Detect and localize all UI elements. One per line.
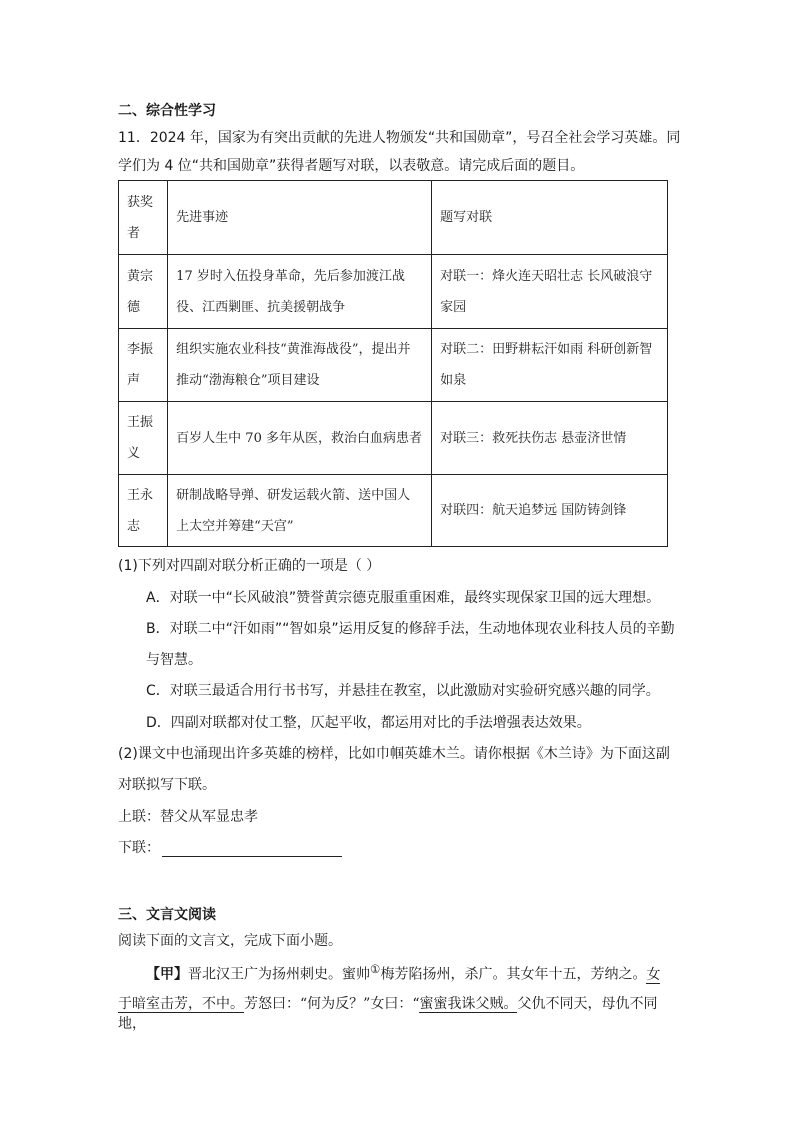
- q1-option-b-line2: 与智慧。: [146, 652, 202, 668]
- lower-couplet-answer-blank[interactable]: [162, 842, 342, 857]
- q1-option-b-line1: B．对联二中“汗如雨”“智如泉”运用反复的修辞手法，生动地体现农业科技人员的辛勤: [146, 621, 675, 637]
- classical-text-segment: 芳怒曰：“何为反？”女曰：“: [244, 996, 420, 1012]
- winner-couplet: 对联二：田野耕耘汗如雨 科研创新智如泉: [432, 329, 668, 402]
- header-winner: 获奖者: [119, 181, 168, 255]
- q2-upper-couplet: 上联：替父从军显忠孝: [118, 809, 258, 825]
- classical-text-segment: 父仇不同天，母仇不同地，: [118, 996, 658, 1032]
- couplet-table: [118, 180, 668, 546]
- jia-marker: 【甲】: [146, 966, 188, 983]
- table-row: [119, 255, 668, 329]
- winner-deeds: 组织实施农业科技“黄淮海战役”，提出并推动“渤海粮仓”项目建设: [168, 329, 432, 402]
- classical-text-line1: [118, 962, 684, 984]
- classical-text-segment: 梅芳陷扬州，杀广。其女年十五，芳纳之。: [380, 966, 647, 983]
- winner-name: 李振声: [119, 329, 168, 402]
- section-3-title: 三、文言文阅读: [118, 907, 216, 923]
- table-header-row: [119, 181, 668, 255]
- winner-deeds: 研制战略导弹、研发运载火箭、送中国人上太空并筹建“天宫”: [168, 475, 432, 547]
- winner-name: 黄宗德: [119, 255, 168, 329]
- q11-text-line1: 11．2024 年，国家为有突出贡献的先进人物颁发“共和国勋章”，号召全社会学习英雄。同: [118, 130, 681, 146]
- winner-deeds: 百岁人生中 70 多年从医，救治白血病患者: [168, 402, 432, 475]
- header-couplet: 题写对联: [432, 181, 668, 255]
- underlined-text: 蜜蜜我诛父贼。: [419, 996, 518, 1012]
- underlined-text: 女: [646, 966, 661, 983]
- lower-couplet-label: 下联：: [118, 840, 160, 856]
- winner-name: 王振义: [119, 402, 168, 475]
- underlined-text: 于暗室击芳，不中。: [118, 996, 244, 1012]
- table-row: [119, 329, 668, 402]
- q2-line2: 对联拟写下联。: [118, 777, 216, 793]
- header-deeds: 先进事迹: [168, 181, 432, 255]
- classical-text-segment: 晋北汉王广为扬州刺史。蜜帅: [188, 966, 370, 983]
- section-2-title: 二、综合性学习: [118, 103, 216, 119]
- winner-deeds: 17 岁时入伍投身革命，先后参加渡江战役、江西剿匪、抗美援朝战争: [168, 255, 432, 329]
- table-row: [119, 475, 668, 547]
- q1-option-d: D．四副对联都对仗工整，仄起平收，都运用对比的手法增强表达效果。: [146, 715, 591, 731]
- q1-option-a: A．对联一中“长风破浪”赞誉黄宗德克服重重困难，最终实现保家卫国的远大理想。: [146, 590, 661, 606]
- q2-line1: (2)课文中也涌现出许多英雄的榜样，比如巾帼英雄木兰。请你根据《木兰诗》为下面这副: [118, 746, 670, 762]
- winner-name: 王永志: [119, 475, 168, 547]
- winner-couplet: 对联一：烽火连天昭壮志 长风破浪守家园: [432, 255, 668, 329]
- footnote-marker: ①: [370, 962, 381, 976]
- winner-couplet: 对联三：救死扶伤志 悬壶济世情: [432, 402, 668, 475]
- table-row: [119, 402, 668, 475]
- section-3-intro: 阅读下面的文言文，完成下面小题。: [118, 933, 342, 949]
- classical-text-line2: [118, 993, 684, 1033]
- q2-lower-couplet: [118, 837, 342, 857]
- winner-couplet: 对联四：航天追梦远 国防铸剑锋: [432, 475, 668, 547]
- q1-stem: (1)下列对四副对联分析正确的一项是（ ）: [118, 558, 381, 574]
- q11-text-line2: 学们为 4 位“共和国勋章”获得者题写对联，以表敬意。请完成后面的题目。: [118, 158, 585, 174]
- q1-option-c: C．对联三最适合用行书书写，并悬挂在教室，以此激励对实验研究感兴趣的同学。: [146, 683, 660, 699]
